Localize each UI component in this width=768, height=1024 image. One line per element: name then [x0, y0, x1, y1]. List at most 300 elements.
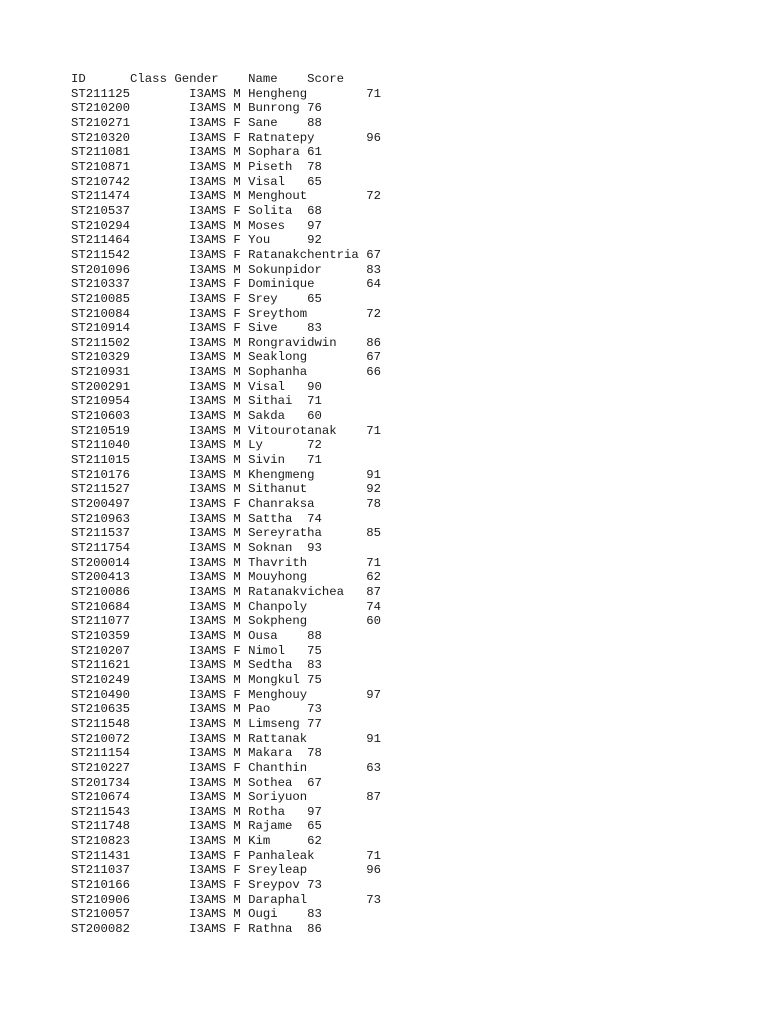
cell-id: ST210329	[71, 350, 131, 365]
cell-gender: M	[233, 804, 241, 819]
cell-score: 83	[307, 907, 322, 922]
cell-id: ST211077	[71, 614, 131, 629]
cell-id: ST210176	[71, 467, 131, 482]
table-row	[71, 292, 381, 307]
cell-class: I3AMS	[189, 365, 226, 380]
cell-id: ST211748	[71, 819, 131, 834]
table-row	[71, 277, 381, 292]
cell-gender: M	[233, 482, 241, 497]
table-row	[71, 893, 381, 908]
cell-score: 66	[366, 365, 381, 380]
table-row	[71, 570, 381, 585]
table-row	[71, 512, 381, 527]
cell-gender: F	[233, 115, 241, 130]
cell-name: Limseng	[248, 716, 300, 731]
cell-class: I3AMS	[189, 174, 226, 189]
cell-id: ST211542	[71, 247, 131, 262]
cell-id: ST210931	[71, 365, 131, 380]
cell-id: ST210359	[71, 628, 131, 643]
cell-name: Chanpoly	[248, 599, 308, 614]
cell-score: 67	[307, 775, 322, 790]
cell-class: I3AMS	[189, 189, 226, 204]
cell-name: Sreyleap	[248, 863, 308, 878]
cell-class: I3AMS	[189, 438, 226, 453]
cell-gender: M	[233, 570, 241, 585]
cell-name: Sokunpidor	[248, 262, 322, 277]
cell-class: I3AMS	[189, 233, 226, 248]
cell-score: 65	[307, 819, 322, 834]
cell-class: I3AMS	[189, 130, 226, 145]
cell-score: 86	[366, 335, 381, 350]
cell-id: ST211015	[71, 453, 131, 468]
cell-score: 74	[366, 599, 381, 614]
cell-gender: F	[233, 277, 241, 292]
cell-id: ST210337	[71, 277, 131, 292]
cell-name: Makara	[248, 746, 293, 761]
table-row	[71, 863, 381, 878]
cell-class: I3AMS	[189, 702, 226, 717]
cell-score: 87	[366, 584, 381, 599]
cell-class: I3AMS	[189, 482, 226, 497]
cell-gender: F	[233, 863, 241, 878]
cell-gender: M	[233, 159, 241, 174]
cell-class: I3AMS	[189, 922, 226, 937]
cell-gender: M	[233, 438, 241, 453]
cell-id: ST211154	[71, 746, 131, 761]
cell-id: ST210674	[71, 790, 131, 805]
cell-score: 83	[366, 262, 381, 277]
cell-name: Vitourotanak	[248, 423, 337, 438]
cell-score: 72	[366, 189, 381, 204]
cell-gender: F	[233, 291, 241, 306]
cell-class: I3AMS	[189, 907, 226, 922]
cell-id: ST210635	[71, 702, 131, 717]
cell-class: I3AMS	[189, 892, 226, 907]
cell-name: Chanraksa	[248, 497, 315, 512]
cell-id: ST211621	[71, 658, 131, 673]
cell-score: 78	[307, 159, 322, 174]
cell-class: I3AMS	[189, 614, 226, 629]
cell-class: I3AMS	[189, 101, 226, 116]
cell-gender: F	[233, 306, 241, 321]
table-row	[71, 131, 381, 146]
table-row	[71, 175, 381, 190]
cell-class: I3AMS	[189, 159, 226, 174]
cell-gender: M	[233, 628, 241, 643]
cell-score: 88	[307, 628, 322, 643]
cell-name: Thavrith	[248, 555, 308, 570]
cell-score: 62	[307, 834, 322, 849]
cell-score: 67	[366, 350, 381, 365]
cell-id: ST210963	[71, 511, 131, 526]
table-row	[71, 878, 381, 893]
cell-gender: F	[233, 233, 241, 248]
cell-class: I3AMS	[189, 453, 226, 468]
table-row	[71, 248, 381, 263]
cell-name: Hengheng	[248, 86, 308, 101]
cell-class: I3AMS	[189, 526, 226, 541]
table-row	[71, 732, 381, 747]
header-class: Class	[130, 72, 167, 86]
header-score: Score	[307, 72, 345, 86]
cell-class: I3AMS	[189, 247, 226, 262]
cell-id: ST210603	[71, 409, 131, 424]
cell-name: Sivin	[248, 453, 286, 468]
table-row	[71, 614, 381, 629]
cell-id: ST210249	[71, 672, 131, 687]
cell-class: I3AMS	[189, 658, 226, 673]
header-name: Name	[248, 72, 278, 86]
cell-name: Menghouy	[248, 687, 308, 702]
cell-class: I3AMS	[189, 306, 226, 321]
cell-gender: F	[233, 760, 241, 775]
cell-id: ST210914	[71, 321, 131, 336]
table-row	[71, 746, 381, 761]
table-row	[71, 101, 381, 116]
cell-id: ST200291	[71, 379, 131, 394]
cell-gender: F	[233, 321, 241, 336]
cell-id: ST200082	[71, 922, 131, 937]
header-id: ID	[71, 72, 86, 86]
cell-class: I3AMS	[189, 672, 226, 687]
cell-name: Rotha	[248, 804, 286, 819]
cell-score: 83	[307, 658, 322, 673]
cell-gender: M	[233, 790, 241, 805]
cell-name: Visal	[248, 379, 286, 394]
cell-score: 77	[307, 716, 322, 731]
cell-score: 88	[307, 115, 322, 130]
table-row	[71, 321, 381, 336]
cell-id: ST200413	[71, 570, 131, 585]
cell-class: I3AMS	[189, 570, 226, 585]
cell-score: 74	[307, 511, 322, 526]
table-row	[71, 585, 381, 600]
table-row	[71, 702, 381, 717]
cell-score: 91	[366, 467, 381, 482]
cell-class: I3AMS	[189, 716, 226, 731]
cell-score: 60	[366, 614, 381, 629]
cell-gender: M	[233, 394, 241, 409]
cell-name: Sakda	[248, 409, 286, 424]
cell-gender: F	[233, 878, 241, 893]
cell-name: Solita	[248, 203, 293, 218]
table-row	[71, 365, 381, 380]
cell-id: ST210294	[71, 218, 131, 233]
cell-gender: M	[233, 409, 241, 424]
cell-score: 85	[366, 526, 381, 541]
cell-class: I3AMS	[189, 145, 226, 160]
cell-score: 72	[307, 438, 322, 453]
cell-name: Soriyuon	[248, 790, 308, 805]
cell-score: 71	[366, 86, 381, 101]
cell-gender: M	[233, 145, 241, 160]
cell-score: 91	[366, 731, 381, 746]
table-row	[71, 761, 381, 776]
cell-name: Panhaleak	[248, 848, 315, 863]
cell-id: ST210085	[71, 291, 131, 306]
cell-name: Mongkul	[248, 672, 300, 687]
cell-score: 61	[307, 145, 322, 160]
cell-class: I3AMS	[189, 335, 226, 350]
table-row	[71, 688, 381, 703]
cell-gender: M	[233, 614, 241, 629]
cell-name: Piseth	[248, 159, 293, 174]
cell-class: I3AMS	[189, 790, 226, 805]
cell-id: ST200497	[71, 497, 131, 512]
cell-class: I3AMS	[189, 760, 226, 775]
cell-gender: F	[233, 203, 241, 218]
cell-gender: M	[233, 775, 241, 790]
cell-name: Visal	[248, 174, 286, 189]
cell-score: 97	[307, 218, 322, 233]
cell-score: 67	[366, 247, 381, 262]
cell-id: ST210871	[71, 159, 131, 174]
cell-score: 78	[307, 746, 322, 761]
table-row	[71, 849, 381, 864]
cell-gender: M	[233, 541, 241, 555]
cell-class: I3AMS	[189, 467, 226, 482]
cell-class: I3AMS	[189, 848, 226, 863]
table-row	[71, 541, 381, 556]
cell-gender: M	[233, 189, 241, 204]
tab-separated-text-document	[71, 72, 381, 937]
cell-name: Nimol	[248, 643, 286, 658]
cell-class: I3AMS	[189, 350, 226, 365]
cell-class: I3AMS	[189, 863, 226, 878]
cell-name: Sophanha	[248, 365, 308, 380]
cell-id: ST211081	[71, 145, 131, 160]
cell-gender: M	[233, 907, 241, 922]
cell-name: Kim	[248, 834, 271, 849]
cell-name: Ratanakchentria	[248, 247, 359, 262]
cell-gender: M	[233, 672, 241, 687]
cell-score: 71	[366, 555, 381, 570]
table-row	[71, 219, 381, 234]
cell-gender: M	[233, 819, 241, 834]
table-row	[71, 380, 381, 395]
cell-score: 71	[366, 423, 381, 438]
cell-id: ST210684	[71, 599, 131, 614]
cell-name: Sophara	[248, 145, 300, 160]
table-row	[71, 438, 381, 453]
cell-score: 90	[307, 379, 322, 394]
cell-name: Pao	[248, 702, 271, 717]
table-row	[71, 350, 381, 365]
cell-class: I3AMS	[189, 115, 226, 130]
cell-name: Sreypov	[248, 878, 300, 893]
table-row	[71, 424, 381, 439]
cell-class: I3AMS	[189, 409, 226, 424]
table-row	[71, 263, 381, 278]
cell-class: I3AMS	[189, 321, 226, 336]
cell-id: ST200014	[71, 555, 131, 570]
table-row	[71, 468, 381, 483]
cell-id: ST210057	[71, 907, 131, 922]
cell-name: Daraphal	[248, 892, 308, 907]
cell-id: ST211431	[71, 848, 131, 863]
cell-id: ST210072	[71, 731, 131, 746]
cell-id: ST211474	[71, 189, 131, 204]
cell-id: ST210906	[71, 892, 131, 907]
cell-gender: M	[233, 174, 241, 189]
cell-score: 96	[366, 130, 381, 145]
cell-score: 75	[307, 643, 322, 658]
cell-score: 96	[366, 863, 381, 878]
cell-gender: F	[233, 130, 241, 145]
cell-class: I3AMS	[189, 203, 226, 218]
cell-gender: F	[233, 848, 241, 863]
table-row	[71, 160, 381, 175]
cell-name: Dominique	[248, 277, 315, 292]
cell-gender: M	[233, 453, 241, 468]
cell-class: I3AMS	[189, 423, 226, 438]
cell-class: I3AMS	[189, 555, 226, 570]
cell-score: 73	[307, 702, 322, 717]
cell-class: I3AMS	[189, 379, 226, 394]
cell-class: I3AMS	[189, 584, 226, 599]
cell-id: ST201734	[71, 775, 131, 790]
table-row	[71, 600, 381, 615]
cell-name: Sereyratha	[248, 526, 322, 541]
cell-name: Chanthin	[248, 760, 308, 775]
table-row	[71, 87, 381, 102]
cell-id: ST211125	[71, 86, 131, 101]
cell-class: I3AMS	[189, 819, 226, 834]
cell-id: ST210166	[71, 878, 131, 893]
cell-id: ST210086	[71, 584, 131, 599]
cell-gender: M	[233, 584, 241, 599]
table-row	[71, 790, 381, 805]
table-row	[71, 145, 381, 160]
cell-class: I3AMS	[189, 746, 226, 761]
table-row	[71, 394, 381, 409]
table-row	[71, 907, 381, 922]
cell-name: Ousa	[248, 628, 278, 643]
cell-name: Sedtha	[248, 658, 293, 673]
cell-class: I3AMS	[189, 394, 226, 409]
table-row	[71, 658, 381, 673]
cell-class: I3AMS	[189, 775, 226, 790]
cell-class: I3AMS	[189, 599, 226, 614]
header-gender: Gender	[174, 72, 219, 86]
cell-class: I3AMS	[189, 804, 226, 819]
cell-gender: M	[233, 702, 241, 717]
table-row	[71, 233, 381, 248]
cell-score: 83	[307, 321, 322, 336]
cell-gender: M	[233, 555, 241, 570]
cell-name: You	[248, 233, 271, 248]
cell-id: ST210084	[71, 306, 131, 321]
cell-name: Bunrong	[248, 101, 300, 116]
cell-class: I3AMS	[189, 687, 226, 702]
cell-name: Rattanak	[248, 731, 308, 746]
cell-score: 62	[366, 570, 381, 585]
cell-id: ST211754	[71, 541, 131, 555]
cell-gender: F	[233, 247, 241, 262]
cell-id: ST210207	[71, 643, 131, 658]
table-row	[71, 644, 381, 659]
cell-class: I3AMS	[189, 218, 226, 233]
cell-name: Rongravidwin	[248, 335, 337, 350]
cell-name: Sane	[248, 115, 278, 130]
cell-name: Sithai	[248, 394, 293, 409]
cell-gender: M	[233, 350, 241, 365]
cell-score: 92	[366, 482, 381, 497]
table-row	[71, 629, 381, 644]
cell-name: Khengmeng	[248, 467, 315, 482]
cell-id: ST211537	[71, 526, 131, 541]
cell-score: 63	[366, 760, 381, 775]
cell-gender: F	[233, 922, 241, 937]
table-row	[71, 204, 381, 219]
cell-gender: M	[233, 746, 241, 761]
cell-class: I3AMS	[189, 731, 226, 746]
cell-name: Mouyhong	[248, 570, 308, 585]
cell-class: I3AMS	[189, 277, 226, 292]
cell-name: Sive	[248, 321, 278, 336]
cell-score: 86	[307, 922, 322, 937]
cell-class: I3AMS	[189, 834, 226, 849]
cell-name: Sreythom	[248, 306, 308, 321]
cell-name: Ratanakvichea	[248, 584, 345, 599]
cell-score: 65	[307, 291, 322, 306]
table-row	[71, 834, 381, 849]
cell-id: ST210954	[71, 394, 131, 409]
cell-gender: M	[233, 892, 241, 907]
table-row	[71, 805, 381, 820]
cell-id: ST210490	[71, 687, 131, 702]
cell-class: I3AMS	[189, 643, 226, 658]
cell-gender: M	[233, 526, 241, 541]
cell-class: I3AMS	[189, 86, 226, 101]
cell-id: ST211464	[71, 233, 131, 248]
cell-name: Sattha	[248, 511, 293, 526]
cell-score: 93	[307, 541, 322, 555]
cell-id: ST201096	[71, 262, 131, 277]
cell-gender: M	[233, 262, 241, 277]
table-row	[71, 922, 381, 937]
cell-id: ST211527	[71, 482, 131, 497]
cell-gender: F	[233, 643, 241, 658]
cell-score: 71	[307, 453, 322, 468]
cell-gender: M	[233, 86, 241, 101]
cell-score: 71	[307, 394, 322, 409]
table-row	[71, 116, 381, 131]
rows-container	[71, 87, 381, 937]
cell-id: ST210320	[71, 130, 131, 145]
cell-gender: F	[233, 497, 241, 512]
cell-name: Seaklong	[248, 350, 308, 365]
cell-score: 72	[366, 306, 381, 321]
cell-gender: M	[233, 379, 241, 394]
table-row	[71, 497, 381, 512]
cell-score: 75	[307, 672, 322, 687]
cell-class: I3AMS	[189, 497, 226, 512]
cell-name: Soknan	[248, 541, 293, 555]
cell-gender: M	[233, 511, 241, 526]
cell-score: 97	[307, 804, 322, 819]
table-row	[71, 526, 381, 541]
cell-class: I3AMS	[189, 511, 226, 526]
cell-score: 64	[366, 277, 381, 292]
cell-score: 60	[307, 409, 322, 424]
cell-gender: M	[233, 467, 241, 482]
cell-gender: M	[233, 218, 241, 233]
cell-id: ST210271	[71, 115, 131, 130]
cell-gender: M	[233, 834, 241, 849]
cell-name: Sokpheng	[248, 614, 308, 629]
cell-class: I3AMS	[189, 541, 226, 555]
